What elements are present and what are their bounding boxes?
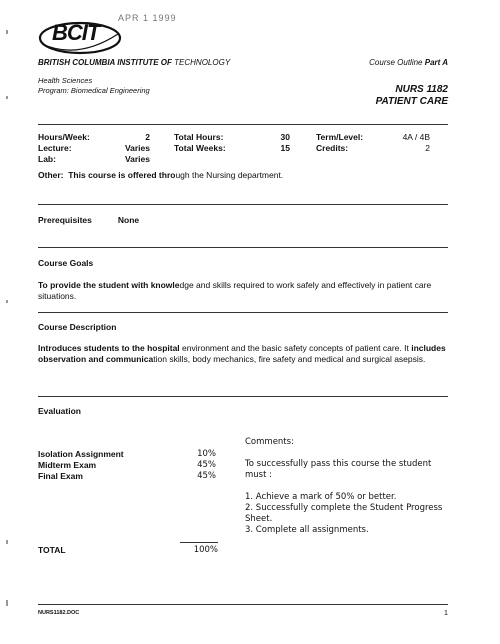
lab-value: Varies <box>124 154 150 164</box>
credits-value: 2 <box>425 143 430 153</box>
total-hours-label: Total Hours: <box>174 132 224 142</box>
course-outline-label: Course Outline Part A <box>369 58 448 67</box>
footer-page-number: 1 <box>443 608 448 617</box>
lab-label: Lab: <box>38 154 56 164</box>
credits-label: Credits: <box>316 143 349 153</box>
school-name: Health Sciences <box>38 76 93 85</box>
divider <box>38 247 448 248</box>
term-level-value: 4A / 4B <box>402 132 430 142</box>
lecture-label: Lecture: <box>38 143 72 153</box>
prerequisites <box>38 215 139 225</box>
course-goals-text: To provide the student with knowledge and skills required to work safely and effectively in patient care situations. <box>38 280 432 301</box>
total-hours-value: 30 <box>280 132 290 142</box>
evaluation-item: Final Exam 45% <box>38 471 216 481</box>
prerequisites-label: Prerequisites <box>38 215 92 225</box>
footer-divider <box>38 604 448 605</box>
total-weeks-value: 15 <box>280 143 290 153</box>
course-description-title: Course Description <box>38 322 117 332</box>
scan-mark <box>6 300 8 303</box>
term-level-label: Term/Level: <box>316 132 364 142</box>
evaluation-items <box>38 449 228 482</box>
course-goals-title: Course Goals <box>38 258 94 268</box>
hours-row-1 <box>38 132 448 143</box>
prerequisites-value: None <box>117 215 140 225</box>
course-description-text: Introduces students to the hospital environment and the basic safety concepts of patient care. It includes observation and communication skills, body mechanics, fire safety and medical and surgical asepsis. <box>38 343 446 364</box>
total-underline <box>180 542 218 543</box>
footer-filename: NURS1182.DOC <box>38 610 80 616</box>
requirement-item: 2. Successfully complete the Student Progress Sheet. <box>245 503 443 524</box>
course-code: NURS 1182 <box>395 84 448 95</box>
total-label: TOTAL <box>38 545 66 555</box>
divider <box>38 396 448 397</box>
total-weeks-label: Total Weeks: <box>174 143 226 153</box>
other-note: Other: This course is offered through the Nursing department. <box>38 170 284 180</box>
requirement-item: 3. Complete all assignments. <box>245 525 369 535</box>
evaluation-item: Isolation Assignment 10% <box>38 449 216 459</box>
comments-intro: To successfully pass this course the student must : <box>245 459 432 480</box>
scan-mark <box>6 540 8 544</box>
evaluation-comments <box>245 437 450 536</box>
comments-label: Comments: <box>245 437 294 447</box>
total-percent: 100% <box>193 545 218 555</box>
hours-week-value: 2 <box>145 132 150 142</box>
other-label: Other: <box>38 170 64 180</box>
hours-row-3 <box>38 154 448 165</box>
divider <box>38 124 448 125</box>
hours-table <box>38 132 448 165</box>
course-title-block <box>330 84 448 108</box>
hours-row-2 <box>38 143 448 154</box>
divider <box>38 312 448 313</box>
evaluation-item: Midterm Exam 45% <box>38 460 216 470</box>
lecture-value: Varies <box>124 143 150 153</box>
institution-name: BRITISH COLUMBIA INSTITUTE OF TECHNOLOGY <box>38 58 231 67</box>
requirement-item: 1. Achieve a mark of 50% or better. <box>245 492 397 502</box>
department-block <box>38 76 150 96</box>
received-stamp: APR 1 1999 <box>118 13 177 23</box>
scan-mark <box>6 30 8 34</box>
scan-mark <box>6 600 8 606</box>
program-name: Program: Biomedical Engineering <box>38 86 150 95</box>
bcit-logo-text: BCIT <box>52 20 100 45</box>
course-name: PATIENT CARE <box>375 96 448 107</box>
evaluation-title: Evaluation <box>38 406 81 416</box>
scan-mark <box>6 96 8 99</box>
hours-week-label: Hours/Week: <box>38 132 90 142</box>
divider <box>38 204 448 205</box>
